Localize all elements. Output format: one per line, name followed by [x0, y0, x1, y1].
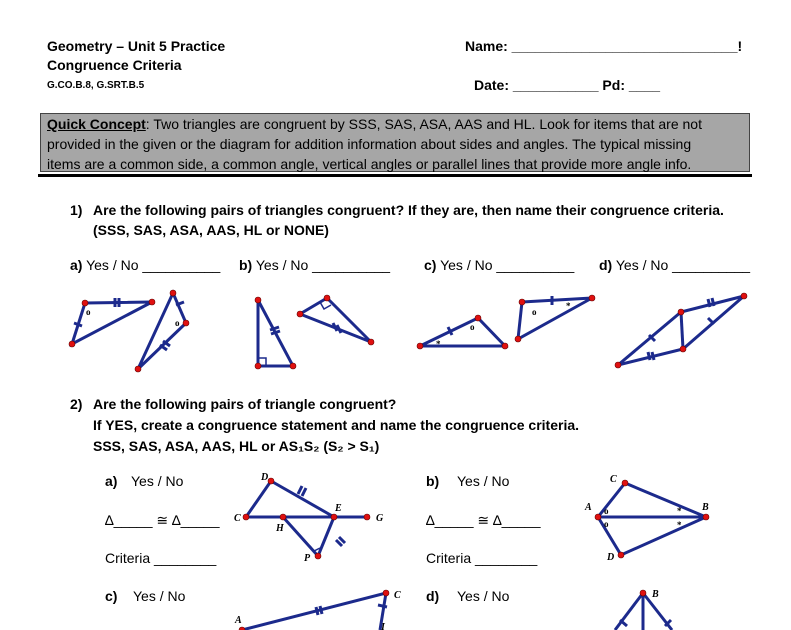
q1-question-line-2: (SSS, SAS, ASA, AAS, HL or NONE) [93, 222, 329, 238]
q2b-label-A: A [585, 502, 592, 513]
q2-part-b-criteria[interactable]: Criteria ________ [426, 550, 538, 566]
q2b-label-C: C [610, 474, 617, 485]
q2a-label-G: G [376, 513, 384, 524]
q1-part-a-letter: a) [70, 257, 83, 273]
q2-part-c-yesno[interactable]: Yes / No [133, 588, 186, 604]
q1-part-c-answer[interactable]: Yes / No __________ [436, 257, 575, 273]
q1-part-c-letter: c) [424, 257, 437, 273]
q1a-angle-mark-right: o [175, 318, 180, 328]
q2a-label-E: E [335, 503, 342, 514]
q2-part-a-statement[interactable]: ∆_____ ≅ ∆_____ [105, 512, 220, 528]
date-period-label: Date: ___________ Pd: ____ [474, 77, 661, 93]
concept-line-3: items are a common side, a common angle, vertical angles or parallel lines that provide more angle info. [47, 156, 692, 172]
q2-part-b-statement[interactable]: ∆_____ ≅ ∆_____ [426, 512, 541, 528]
q1-part-a-answer[interactable]: Yes / No __________ [82, 257, 221, 273]
q1a-angle-mark-left: o [86, 307, 91, 317]
q2d-label-B: B [652, 589, 659, 600]
q2a-figure [234, 472, 384, 564]
q2b-label-D: D [607, 552, 615, 563]
standards-label: G.CO.B.8, G.SRT.B.5 [47, 80, 145, 91]
q1c-angle-mark-right: o [532, 307, 537, 317]
q1c-angle-mark-left: o [470, 322, 475, 332]
q1a-triangle-left [72, 302, 152, 344]
q1c-triangles [417, 295, 595, 349]
q2-part-a-criteria[interactable]: Criteria ________ [105, 550, 217, 566]
q2b-triangle-top [598, 483, 706, 517]
q2a-label-H: H [276, 523, 284, 534]
q1a-triangles [69, 290, 189, 372]
q1c-star-mark-right: * [566, 301, 571, 311]
q2-part-d-yesno[interactable]: Yes / No [457, 588, 510, 604]
q1b-triangle-right [300, 298, 371, 342]
concept-heading: Quick Concept [47, 116, 146, 132]
q2c-figure [234, 590, 401, 630]
q2b-angle-mark-bottom: o [604, 519, 609, 529]
worksheet-subtitle: Congruence Criteria [47, 57, 182, 73]
q2a-label-P: P [304, 553, 311, 564]
worksheet-title: Geometry – Unit 5 Practice [47, 38, 226, 54]
q2b-triangle-bottom [598, 517, 706, 555]
q2-question-line-2: If YES, create a congruence statement and name the congruence criteria. [93, 417, 580, 433]
q1-question-line-1: Are the following pairs of triangles congruent? If they are, then name their congruence criteria. [93, 202, 724, 218]
q2-question-line-1: Are the following pairs of triangle congruent? [93, 396, 397, 412]
q2-part-a-letter: a) [105, 473, 118, 489]
q2b-label-B: B [702, 502, 709, 513]
q2a-label-D: D [261, 472, 269, 483]
q2c-label-C: C [394, 590, 401, 601]
q2c-label-A: A [235, 615, 242, 626]
q2c-label-I: I [381, 622, 385, 630]
q2d-figure [615, 589, 672, 630]
q2b-figure [584, 474, 709, 563]
q2b-star-mark-top: * [677, 506, 682, 516]
q1d-quadrilateral [615, 293, 747, 368]
q2-part-a-yesno[interactable]: Yes / No [131, 473, 184, 489]
q1b-triangles [255, 295, 374, 369]
q1c-star-mark-left: * [436, 339, 441, 349]
q1-number: 1) [70, 202, 83, 218]
q2-part-d-letter: d) [426, 588, 440, 604]
q2-part-b-yesno[interactable]: Yes / No [457, 473, 510, 489]
q2-part-b-letter: b) [426, 473, 440, 489]
q1-part-b-letter: b) [239, 257, 253, 273]
concept-line-2: provided in the given or the diagram for addition information about sides and angles. The typical missing [47, 136, 692, 152]
q1c-triangle-left [420, 318, 505, 346]
concept-text-1: : Two triangles are congruent by SSS, SAS, ASA, AAS and HL. Look for items that are not [145, 116, 702, 132]
q1-part-b-answer[interactable]: Yes / No __________ [252, 257, 391, 273]
name-field-label: Name: _____________________________! [465, 38, 743, 54]
q1-part-d-letter: d) [599, 257, 613, 273]
q2-question-line-3: SSS, SAS, ASA, AAS, HL or AS₁S₂ (S₂ > S₁) [93, 438, 380, 454]
q2b-angle-mark-top: o [604, 506, 609, 516]
q2a-label-C: C [234, 513, 241, 524]
q2b-star-mark-bottom: * [677, 520, 682, 530]
q1c-triangle-right [518, 298, 592, 339]
q2-number: 2) [70, 396, 83, 412]
q1-part-d-answer[interactable]: Yes / No __________ [612, 257, 751, 273]
q2-part-c-letter: c) [105, 588, 118, 604]
q1d-diagonal [681, 312, 683, 349]
